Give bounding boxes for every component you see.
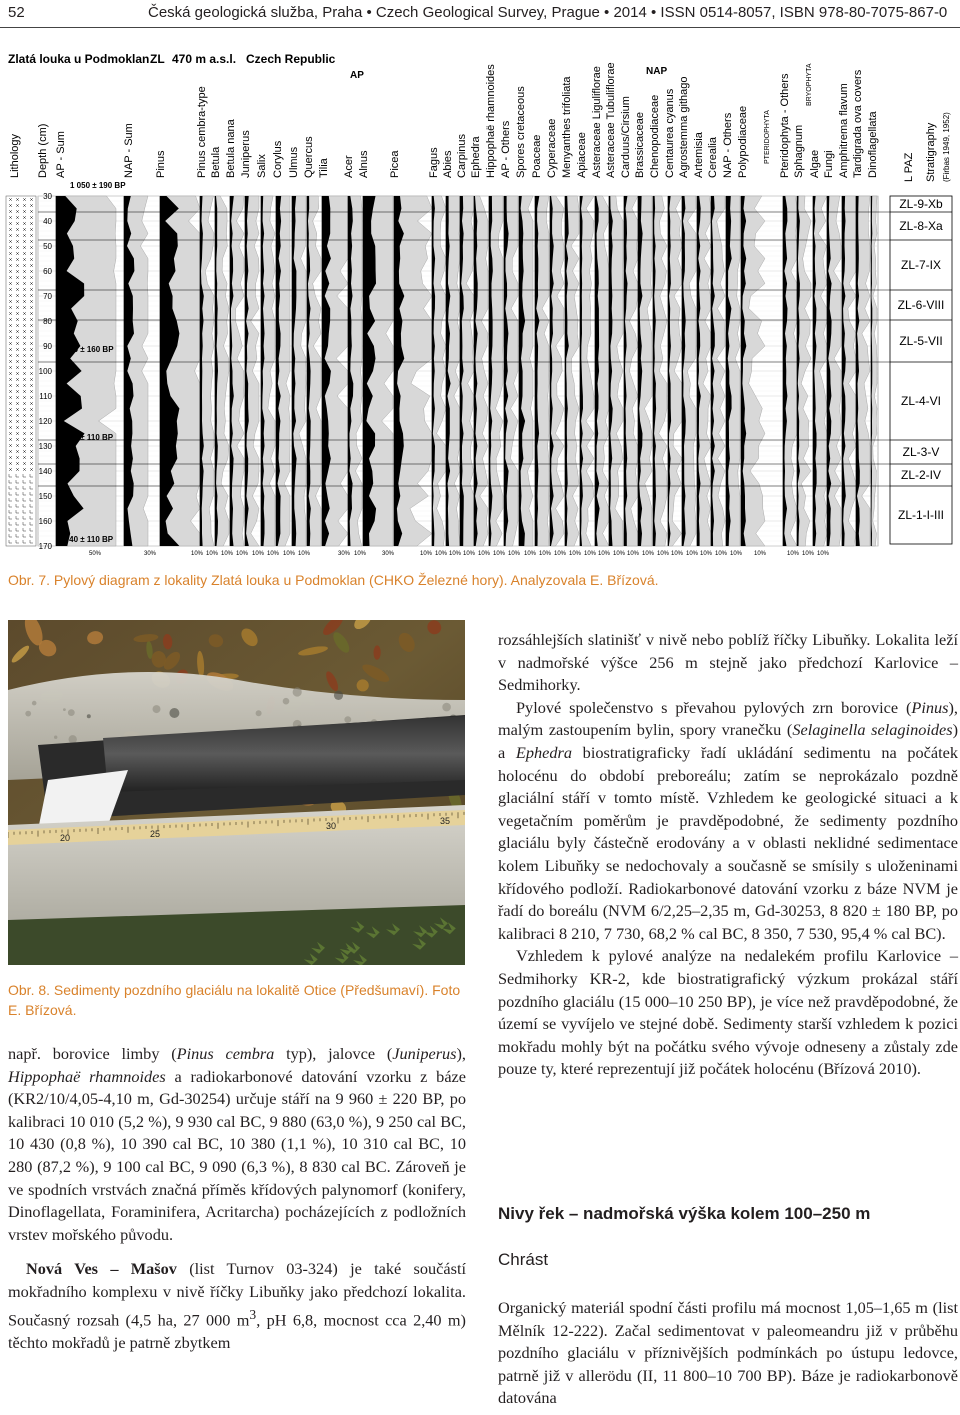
diagram-column-header: AP - Others xyxy=(500,120,512,178)
taxon-curve xyxy=(595,196,609,546)
scale-label: 10% xyxy=(492,551,506,556)
diagram-column-header: Dinoflagellata xyxy=(867,111,879,178)
right-column xyxy=(498,629,958,1081)
header-rule xyxy=(0,27,960,28)
scale-label: 30% xyxy=(337,551,351,556)
pollen-zone-label: ZL-7-IX xyxy=(900,258,942,272)
diagram-column-header: Fungi xyxy=(823,150,835,178)
diagram-column-header: Asteraceae Liguliflorae xyxy=(591,66,603,178)
taxon-curve xyxy=(489,196,503,546)
taxon-curve xyxy=(160,196,200,546)
depth-tick-label: 50 xyxy=(43,242,52,251)
pollen-zone-label: ZL-4-VI xyxy=(900,394,942,408)
scale-label: 10% xyxy=(419,551,433,556)
radiocarbon-date: 9 740 ± 110 BP xyxy=(58,535,114,544)
diagram-column-header: Tilia xyxy=(318,158,330,178)
diagram-column-header: Cerealia xyxy=(707,137,719,178)
taxon-curve xyxy=(519,196,533,546)
scale-label: 10% xyxy=(729,551,743,556)
taxon-curve xyxy=(215,196,229,546)
pollen-zone-label: ZL-5-VII xyxy=(899,334,943,348)
sediment-core-photo xyxy=(8,620,465,965)
right-paragraph-4: Organický materiál spodní části profilu má mocnost 1,05–1,65 m (list Mělník 12-222). Začal sedimentovat v paleomeandru již v průběhu pozdního glaciálu v příznivějších podmínkách po ústupu ledovce, patrně již v allerödu (II, 11 800–10 700 BP). Báze je radiokarbonově datována xyxy=(498,1298,958,1408)
diagram-group-nap: NAP xyxy=(646,66,668,77)
diagram-group-ap: AP xyxy=(350,70,364,81)
taxon-curve xyxy=(292,196,306,546)
pollen-diagram xyxy=(0,44,960,556)
diagram-column-header: Fagus xyxy=(428,147,440,178)
taxon-curve xyxy=(783,196,797,546)
pollen-zone-label: ZL-3-V xyxy=(902,445,940,459)
taxon-curve xyxy=(726,196,740,546)
scale-label: 10% xyxy=(462,551,476,556)
diagram-column-header: Chenopodiaceae xyxy=(649,94,661,178)
diagram-column-header: (Firbas 1949, 1952) xyxy=(942,112,951,182)
scale-label: 10% xyxy=(816,551,830,556)
diagram-column-header: Ulmus xyxy=(288,146,300,178)
diagram-column-header: Menyanthes trifoliata xyxy=(561,76,573,178)
depth-tick-label: 170 xyxy=(38,542,52,551)
pollen-zone-label: ZL-2-IV xyxy=(900,468,942,482)
scale-label: 10% xyxy=(507,551,521,556)
right-paragraph-2: Pylové společenstvo s převahou pylových zrn borovice (Pinus), malým zastoupením bylin, spory vranečku (Selaginella selaginoides) a Ephedra biostratigraficky řadí ukládání sedimentu na počátek holocénu do období preboreálu; zatím se neprokázalo pozdně glaciální stáří v tomto místě. Vzhledem ke geologické situaci a k vegetačním poměrům je pravděpodobné, že sedimenty pozdního glaciálu byly částečně erodovány a v oblasti neklidné sedimentace kolem Libuňky se nedochovaly a současně se smísily s uloženinami křídového podloží. Radiokarbonové datování vzorku z báze NVM je řadí do boreálu (NVM 6/2,25–2,35 m, Gd-30253, 8 820 ± 180 BP, po kalibraci 8 210, 7 730, 68,2 % cal BC, 8 350, 7 530, 95,4 % cal BC). xyxy=(498,697,959,943)
diagram-column-header: Acer xyxy=(343,155,355,178)
diagram-column-header: L PAZ xyxy=(903,152,915,182)
ruler-number: 35 xyxy=(440,816,451,826)
taxon-curve xyxy=(871,196,877,546)
diagram-column-header: Carduus/Cirsium xyxy=(620,96,632,178)
subsection-heading: Chrást xyxy=(498,1250,549,1269)
diagram-column-header: Stratigraphy xyxy=(925,122,937,182)
taxon-curve xyxy=(504,196,518,546)
scale-label: 10% xyxy=(626,551,640,556)
depth-tick-label: 80 xyxy=(43,317,52,326)
taxon-curve xyxy=(827,196,841,546)
scale-label: 10% xyxy=(583,551,597,556)
scale-label: 10% xyxy=(685,551,699,556)
diagram-column-header: Ephedra xyxy=(470,136,482,178)
scale-label: 10% xyxy=(282,551,296,556)
scale-label: 10% xyxy=(597,551,611,556)
figure-8-caption: Obr. 8. Sedimenty pozdního glaciálu na lokalitě Otice (Předšumaví). Foto E. Břízová. xyxy=(8,982,461,1018)
diagram-site-title: Zlatá louka u Podmoklan xyxy=(8,52,150,66)
diagram-column-header: Alnus xyxy=(358,150,370,178)
diagram-column-header: Betula nana xyxy=(225,119,237,178)
depth-tick-label: 150 xyxy=(38,492,52,501)
scale-label: 10% xyxy=(353,551,367,556)
scale-label: 10% xyxy=(220,551,234,556)
diagram-column-header: Betula xyxy=(210,146,222,178)
diagram-column-header: Salix xyxy=(256,154,268,178)
scale-label: 10% xyxy=(205,551,219,556)
depth-tick-label: 140 xyxy=(38,467,52,476)
diagram-country: Czech Republic xyxy=(246,52,336,66)
scale-label: 10% xyxy=(656,551,670,556)
pollen-zone-label: ZL-8-Xa xyxy=(899,219,943,233)
diagram-column-header: Pinus xyxy=(155,150,167,178)
diagram-column-header: Corylus xyxy=(272,140,284,178)
diagram-column-header: Polypodiaceae xyxy=(737,105,749,178)
scale-label: 10% xyxy=(235,551,249,556)
scale-label: 10% xyxy=(568,551,582,556)
depth-tick-label: 90 xyxy=(43,342,52,351)
diagram-column-header: Pteridophyta - Others xyxy=(779,73,791,178)
taxon-curve xyxy=(307,196,321,546)
scale-label: 10% xyxy=(612,551,626,556)
diagram-column-header: Abies xyxy=(442,150,454,178)
left-column xyxy=(8,1043,466,1354)
scale-label: 10% xyxy=(670,551,684,556)
scale-label: 10% xyxy=(448,551,462,556)
diagram-column-header: Centaurea cyanus xyxy=(664,88,676,178)
radiocarbon-date: 5 190 ± 110 BP xyxy=(58,433,114,442)
diagram-column-header: Apiaceae xyxy=(576,132,588,178)
depth-tick-label: 30 xyxy=(43,192,52,201)
scale-label: 30% xyxy=(381,551,395,556)
scale-label: 10% xyxy=(714,551,728,556)
scale-label: 10% xyxy=(523,551,537,556)
taxon-curve xyxy=(550,196,564,546)
diagram-group-pteridophyta: PTERIDOPHYTA xyxy=(764,110,771,164)
depth-tick-label: 40 xyxy=(43,217,52,226)
scale-label: 10% xyxy=(538,551,552,556)
diagram-column-header: Asteraceae Tubuliflorae xyxy=(605,62,617,178)
pollen-zone-label: ZL-1-I-III xyxy=(897,508,945,522)
depth-tick-label: 160 xyxy=(38,517,52,526)
taxon-curve xyxy=(363,196,393,546)
diagram-column-header: NAP - Sum xyxy=(123,123,135,178)
taxon-curve xyxy=(711,196,725,546)
diagram-column-header: Juniperus xyxy=(240,130,252,178)
diagram-column-header: Pinus cembra-type xyxy=(196,86,208,178)
taxon-curve xyxy=(56,196,116,546)
depth-tick-label: 70 xyxy=(43,292,52,301)
diagram-group-bryophyta: BRYOPHYTA xyxy=(806,63,813,106)
scale-label: 10% xyxy=(641,551,655,556)
diagram-column-header: Agrostemma githago xyxy=(678,76,690,178)
pollen-zone-label: ZL-9-Xb xyxy=(899,197,943,211)
diagram-column-header: Lithology xyxy=(9,133,21,178)
taxon-curve xyxy=(609,196,623,546)
scale-label: 10% xyxy=(553,551,567,556)
scale-label: 30% xyxy=(143,551,157,556)
scale-label: 10% xyxy=(297,551,311,556)
diagram-column-header: AP - Sum xyxy=(55,131,67,178)
section-heading: Nivy řek – nadmořská výška kolem 100–250 m xyxy=(498,1204,871,1223)
diagram-column-header: Sphagnum xyxy=(793,124,805,178)
diagram-column-header: NAP - Others xyxy=(722,112,734,178)
pollen-zone-label: ZL-6-VIII xyxy=(897,298,945,312)
taxon-curve xyxy=(276,196,290,546)
taxon-curve xyxy=(535,196,549,546)
page-number: 52 xyxy=(8,4,25,21)
ruler-number: 30 xyxy=(326,821,337,831)
running-header xyxy=(0,0,960,30)
scale-label: 10% xyxy=(801,551,815,556)
taxon-curve xyxy=(322,196,348,546)
diagram-column-header: Carpinus xyxy=(456,133,468,178)
radiocarbon-date: 4 600 ± 160 BP xyxy=(58,345,114,354)
figure-7-caption: Obr. 7. Pylový diagram z lokality Zlatá louka u Podmoklan (CHKO Železné hory). Analyzovala E. Břízová. xyxy=(8,572,659,588)
left-paragraph-1: např. borovice limby (Pinus cembra typ), jalovce (Juniperus), Hippophaë rhamnoides a radiokarbonové datování vzorku z báze (KR2/10/4,05-4,10 m, Gd-30254) určuje stáří na 9 960 ± 220 BP, po kalibraci 10 010 (5,2 %), 9 930 cal BC, 9 880 (63,0 %), 9 250 cal BC, 10 430 (0,8 %), 10 390 cal BC, 10 380 (1,1 %), 10 310 cal BC, 10 280 (87,2 %), 9 100 cal BC, 9 090 (6,3 %), 8 830 cal BC. Zároveň je ve spodních vrstvách značná příměs křídových palynomorf (konifery, Dinoflagellata, Foraminifera, Acritarcha) pocházejících z podložních vrstev mořského původu. xyxy=(8,1044,467,1244)
diagram-column-header: Spores cretaceous xyxy=(515,86,527,178)
diagram-column-header: Artemisia xyxy=(693,132,705,178)
diagram-column-header: Algae xyxy=(809,149,821,178)
scale-label: 10% xyxy=(266,551,280,556)
diagram-column-header: Depth (cm) xyxy=(37,123,49,178)
right-paragraph-1: rozsáhlejších slatinišť v nivě nebo poblíž říčky Libuňky. Lokalita leží v nadmořské výšce 256 m stejně jako předchozí Karlovice – Sedmihorky. xyxy=(498,630,958,695)
lithology-column xyxy=(6,196,36,546)
diagram-column-header: Amphitrema flavum xyxy=(838,83,850,178)
scale-label: 10% xyxy=(477,551,491,556)
depth-tick-label: 110 xyxy=(39,392,52,401)
diagram-site-code: ZL xyxy=(150,52,165,66)
diagram-column-header: Poaceae xyxy=(531,134,543,178)
taxon-curve xyxy=(460,196,474,546)
taxon-curve xyxy=(842,196,856,546)
taxon-curve xyxy=(638,196,652,546)
depth-tick-label: 120 xyxy=(38,417,52,426)
depth-tick-label: 100 xyxy=(38,367,52,376)
diagram-column-header: Brassicaceae xyxy=(634,111,646,178)
taxon-curve xyxy=(348,196,362,546)
diagram-column-header: Tardigrada ova covers xyxy=(852,69,864,178)
ruler-number: 25 xyxy=(150,829,161,839)
scale-label: 10% xyxy=(190,551,204,556)
scale-label: 10% xyxy=(699,551,713,556)
radiocarbon-date: 1 050 ± 190 BP xyxy=(70,181,126,190)
scale-label: 10% xyxy=(753,551,767,556)
depth-tick-label: 60 xyxy=(43,267,52,276)
ruler-number: 20 xyxy=(60,833,71,843)
diagram-column-header: Cyperaceae xyxy=(546,118,558,178)
taxon-curve xyxy=(230,196,244,546)
taxon-curve xyxy=(432,196,446,546)
diagram-altitude: 470 m a.s.l. xyxy=(172,52,237,66)
scale-label: 10% xyxy=(786,551,800,556)
diagram-column-header: Hippophaë rhamnoides xyxy=(485,64,497,178)
right-paragraph-3: Vzhledem k pylové analýze na nedalekém profilu Karlovice – Sedmihorky KR-2, kde biostratigrafický výzkum prokázal stáří pozdního glaciálu (15 000–10 250 BP), je více než pravděpodobné, že území se vyvíjelo ve stejné době. Sedimenty starší vzhledem k pozici mokřadu mohly být na počátku svého vývoje odneseny a zůstaly zde pouze ty, které reprezentují již počátek holocénu (Břízová 2010). xyxy=(498,946,958,1079)
scale-label: 10% xyxy=(251,551,265,556)
diagram-column-header: Quercus xyxy=(303,136,315,178)
depth-tick-label: 130 xyxy=(38,442,52,451)
scale-label: 50% xyxy=(88,551,102,556)
running-title: Česká geologická služba, Praha • Czech Geological Survey, Prague • 2014 • ISSN 0514-8057, ISBN 978-80-7075-867-0 xyxy=(148,4,948,21)
scale-label: 10% xyxy=(434,551,448,556)
taxon-curve xyxy=(200,196,214,546)
right-column-bottom xyxy=(498,1297,958,1410)
left-paragraph-2: Nová Ves – Mašov (list Turnov 03-324) je také součástí mokřadního komplexu v nivě říčky Libuňky jako předchozí lokalita. Současný rozsah (4,5 ha, 27 000 $m^3$, pH 6,8, mocnost cca 2,40 m) těchto mokřadů je patrně zbytkem xyxy=(8,1259,467,1352)
diagram-column-header: Picea xyxy=(389,150,401,178)
taxon-curve xyxy=(856,196,870,546)
